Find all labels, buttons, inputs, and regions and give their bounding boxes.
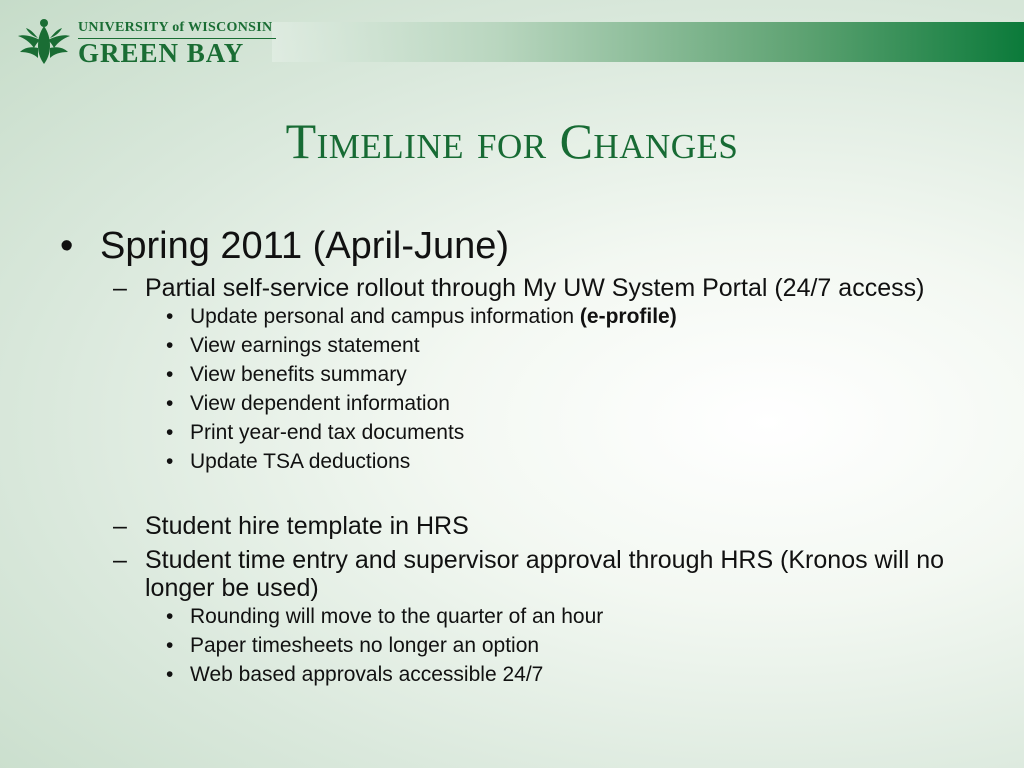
sub-bullet-student-time-entry: – Student time entry and supervisor approval through HRS (Kronos will no longer be used): [60, 546, 960, 602]
list-item: • Paper timesheets no longer an option: [60, 631, 960, 660]
university-logo: [16, 16, 273, 68]
list-item: • View dependent information: [60, 389, 960, 418]
slide-title: Timeline for Changes: [285, 113, 739, 169]
logo-green-bay-text: GREEN BAY: [78, 38, 245, 68]
list-item: • View earnings statement: [60, 331, 960, 360]
list-item: • Print year-end tax documents: [60, 418, 960, 447]
e-profile-label: (e-profile): [579, 305, 677, 328]
list-item: • Update TSA deductions: [60, 447, 960, 476]
logo-university-text: UNIVERSITY of WISCONSIN: [78, 20, 273, 35]
phoenix-icon: [16, 16, 72, 66]
bullet-spring-2011: • Spring 2011 (April-June): [60, 224, 960, 268]
list-item: • View benefits summary: [60, 360, 960, 389]
header-band: [272, 22, 1024, 62]
list-item: • Web based approvals accessible 24/7: [60, 660, 960, 689]
list-item-text: Update personal and campus information: [190, 305, 580, 328]
slide-content: [60, 224, 960, 689]
sub-bullet-student-hire: – Student hire template in HRS: [60, 512, 960, 540]
list-item: • Rounding will move to the quarter of an hour: [60, 602, 960, 631]
list-item: [60, 302, 960, 331]
sub-bullet-self-service: – Partial self-service rollout through My UW System Portal (24/7 access): [60, 274, 960, 302]
spacer: [60, 476, 960, 506]
